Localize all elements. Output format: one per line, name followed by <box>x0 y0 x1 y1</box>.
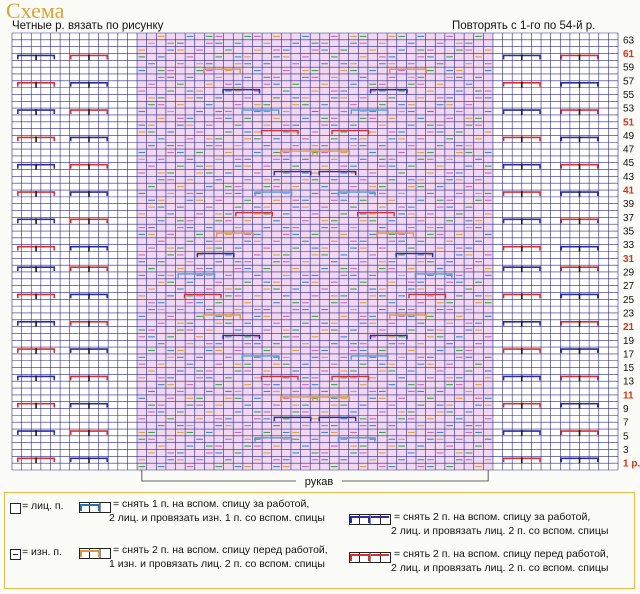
legend <box>4 492 635 589</box>
row-label: 7 <box>623 417 629 429</box>
row-label: 1 р. <box>623 458 640 470</box>
row-label: 35 <box>623 226 635 238</box>
cable-1-back-icon <box>79 502 111 514</box>
legend-cable-2-line-1: = снять 2 п. на вспом. спицу перед работой, <box>113 544 328 556</box>
row-label: 57 <box>623 76 635 88</box>
row-label: 29 <box>623 267 635 279</box>
legend-cable-2-line-2: 1 изн. и провязать лиц. 2 п. со вспом. спицы <box>109 558 325 570</box>
row-label: 13 <box>623 376 635 388</box>
legend-cable-4-line-1: = снять 2 п. на вспом. спицу перед работой, <box>394 548 609 560</box>
row-label: 37 <box>623 212 635 224</box>
knit-stitch-icon <box>10 503 21 514</box>
legend-cable-1-line-2: 2 лиц. и провязать изн. 1 п. со вспом. спицы <box>109 512 325 524</box>
row-label: 47 <box>623 144 635 156</box>
row-label: 39 <box>623 199 635 211</box>
row-label: 41 <box>623 185 635 197</box>
legend-purl-label: = изн. п. <box>22 546 62 558</box>
cable-2-front-icon <box>79 548 111 560</box>
sleeve-label: рукав <box>304 476 334 488</box>
chart-title: Схема <box>6 0 65 23</box>
row-label: 45 <box>623 158 635 170</box>
cable-3-back-icon <box>349 514 391 526</box>
row-label: 49 <box>623 130 635 142</box>
row-label: 33 <box>623 240 635 252</box>
row-label: 27 <box>623 281 635 293</box>
legend-cable-3-line-2: 2 лиц. и провязать лиц. 2 п. со вспом. спицы <box>391 525 609 537</box>
row-label: 15 <box>623 363 635 375</box>
row-label: 51 <box>623 117 635 129</box>
legend-knit-label: = лиц. п. <box>22 500 64 512</box>
row-label: 21 <box>623 322 635 334</box>
row-label: 53 <box>623 103 635 115</box>
row-label: 11 <box>623 390 634 402</box>
row-label: 3 <box>623 445 629 457</box>
row-label: 25 <box>623 294 635 306</box>
purl-stitch-icon <box>10 549 21 560</box>
cable-4-front-icon <box>349 552 391 564</box>
row-label: 61 <box>623 48 635 60</box>
row-label: 23 <box>623 308 635 320</box>
row-label: 43 <box>623 171 635 183</box>
legend-cable-1-line-1: = снять 1 п. на вспом. спицу за работой, <box>113 498 310 510</box>
legend-cable-4-line-2: 2 лиц. и провязать лиц. 2 п. со вспом. спицы <box>391 562 609 574</box>
repeat-note: Повторять с 1-го по 54-й р. <box>452 20 596 32</box>
legend-cable-3-line-1: = снять 2 п. на вспом. спицу за работой, <box>394 511 591 523</box>
row-label: 17 <box>623 349 635 361</box>
row-label: 19 <box>623 335 635 347</box>
row-label: 59 <box>623 62 635 74</box>
row-label: 5 <box>623 431 629 443</box>
row-label: 9 <box>623 404 629 416</box>
row-label: 55 <box>623 89 635 101</box>
even-rows-note: Четные р. вязать по рисунку <box>12 20 164 32</box>
row-label: 31 <box>623 253 635 265</box>
row-label: 63 <box>623 35 635 47</box>
